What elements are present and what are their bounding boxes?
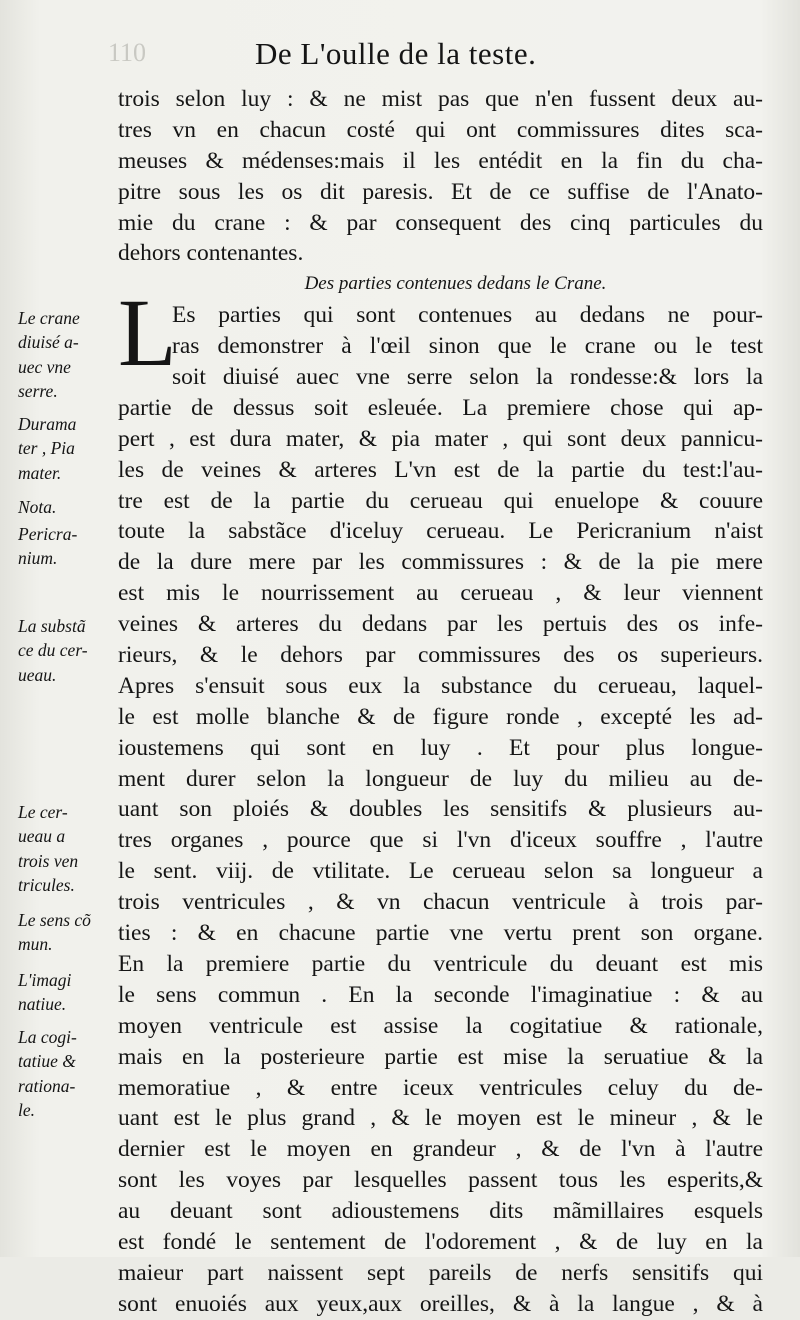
text-line: uant son ploiés & doubles les sensitifs & plusieurs au- xyxy=(118,796,763,823)
text-line: toute la sabstãce d'iceluy cerueau. Le Pericranium n'aist xyxy=(118,518,763,545)
margin-line: ter , Pia xyxy=(18,438,75,459)
margin-line: L'imagi xyxy=(18,970,72,990)
margin-line: Durama xyxy=(18,414,77,434)
text-line: sont enuoiés aux yeux,aux oreilles, & à la langue , & à xyxy=(118,1290,763,1317)
text-line: soit diuisé auec vne serre selon la rondesse:& lors la xyxy=(172,364,763,391)
text-line: partie de dessus soit esleuée. La premiere chose qui ap- xyxy=(118,394,763,421)
margin-line: diuisé a- xyxy=(18,332,79,353)
text-line: trois ventricules , & vn chacun ventricule à trois par- xyxy=(118,889,763,916)
text-line: meuses & médenses:mais il les entédit en la fin du cha- xyxy=(118,147,763,174)
text-line: mie du crane : & par consequent des cinq particules du xyxy=(118,209,763,236)
text-line: tres organes , pource que si l'vn d'iceux souffre , l'autre xyxy=(118,827,763,854)
margin-line: mun. xyxy=(18,934,53,955)
margin-note xyxy=(18,306,110,404)
text-line: sont les voyes par lesquelles passent tous les esperits,& xyxy=(118,1167,763,1194)
margin-note xyxy=(18,495,110,519)
margin-line: La substã xyxy=(18,616,86,636)
text-line: tre est de la partie du cerueau qui enuelope & couure xyxy=(118,487,763,514)
body-top xyxy=(118,84,763,269)
text-line: uant est le plus grand , & le moyen est le mineur , & le xyxy=(118,1105,763,1132)
margin-note xyxy=(18,522,110,571)
text-line: veines & arteres du dedans par les pertuis des os infe- xyxy=(118,611,763,638)
margin-line: natiue. xyxy=(18,994,67,1015)
margin-line: rationa- xyxy=(18,1075,76,1096)
margin-line: serre. xyxy=(18,381,58,402)
text-line: pert , est dura mater, & pia mater , qui sont deux pannicu- xyxy=(118,425,763,452)
text-line: maieur part naissent sept pareils de nerfs sensitifs qui xyxy=(118,1259,763,1286)
section-heading: Des parties contenues dedans le Crane. xyxy=(304,273,607,295)
text-line: memoratiue , & entre iceux ventricules celuy du de- xyxy=(118,1074,763,1101)
drop-cap: L xyxy=(118,279,177,386)
text-line: ment durer selon la longueur de luy du milieu au de- xyxy=(118,765,763,792)
text-line: le sent. viij. de vtilitate. Le cerueau selon sa longueur a xyxy=(118,858,763,885)
margin-note xyxy=(18,614,110,687)
margin-line: le. xyxy=(18,1100,36,1121)
margin-line: La cogi- xyxy=(18,1027,77,1047)
folio-ghost: 110 xyxy=(108,38,147,67)
text-line: ioustemens qui sont en luy . Et pour plus longue- xyxy=(118,734,763,761)
margin-line: mater. xyxy=(18,462,62,483)
margin-line: Pericra- xyxy=(18,524,78,544)
margin-line: Le sens cõ xyxy=(18,910,91,930)
text-line: le est molle blanche & de figure ronde , excepté les ad- xyxy=(118,703,763,730)
text-line: est mis le nourrissement au cerueau , & leur viennent xyxy=(118,580,763,607)
main-text-column xyxy=(118,84,763,1320)
text-line: mais en la posterieure partie est mise la seruatiue & la xyxy=(118,1043,763,1070)
margin-line: nium. xyxy=(18,548,58,569)
margin-line: tricules. xyxy=(18,875,75,896)
margin-line: uec vne xyxy=(18,356,71,377)
text-line: ras demonstrer à l'œil sinon que le crane ou le test xyxy=(172,333,763,360)
text-line: dehors contenantes. xyxy=(118,240,304,267)
text-line: pitre sous les os dit paresis. Et de ce suffise de l'Anato- xyxy=(118,178,763,205)
margin-line: Nota. xyxy=(18,497,57,517)
text-line: dernier est le moyen en grandeur , & de l'vn à l'autre xyxy=(118,1136,763,1163)
text-line: trois selon luy : & ne mist pas que n'en fussent deux au- xyxy=(118,86,763,112)
margin-line: Le cer- xyxy=(18,802,68,822)
margin-note xyxy=(18,1025,110,1123)
text-line: rieurs, & le dehors par commissures des os superieurs. xyxy=(118,642,763,669)
margin-note xyxy=(18,412,110,485)
body-main xyxy=(118,393,763,1320)
text-line: moyen ventricule est assise la cogitatiue & rationale, xyxy=(118,1012,763,1039)
text-line: au deuant sont adioustemens dits mãmillaires esquels xyxy=(118,1198,763,1225)
text-line: est fondé le sentement de l'odorement , & de luy en la xyxy=(118,1228,763,1255)
margin-note xyxy=(18,968,110,1017)
margin-note xyxy=(18,800,110,898)
margin-line: ce du cer- xyxy=(18,640,88,661)
margin-line: ueau. xyxy=(18,664,57,685)
text-line: Es parties qui sont contenues au dedans ne pour- xyxy=(172,302,763,329)
text-line: les de veines & arteres L'vn est de la partie du test:l'au- xyxy=(118,456,763,483)
body-cap xyxy=(118,300,763,393)
text-line: Apres s'ensuit sous eux la substance du cerueau, laquel- xyxy=(118,672,763,699)
running-head: De L'oulle de la teste. xyxy=(255,36,537,71)
margin-note xyxy=(18,908,110,957)
text-line: de la dure mere par les commissures : & de la pie mere xyxy=(118,549,763,576)
text-line: En la premiere partie du ventricule du deuant est mis xyxy=(118,950,763,977)
margin-line: ueau a xyxy=(18,826,66,847)
text-line: ties : & en chacune partie vne vertu prent son organe. xyxy=(118,920,763,947)
text-line: le sens commun . En la seconde l'imaginatiue : & au xyxy=(118,981,763,1008)
margin-line: trois ven xyxy=(18,850,79,871)
margin-line: Le crane xyxy=(18,308,80,328)
text-line: tres vn en chacun costé qui ont commissures dites sca- xyxy=(118,116,763,143)
margin-line: tatiue & xyxy=(18,1051,76,1072)
